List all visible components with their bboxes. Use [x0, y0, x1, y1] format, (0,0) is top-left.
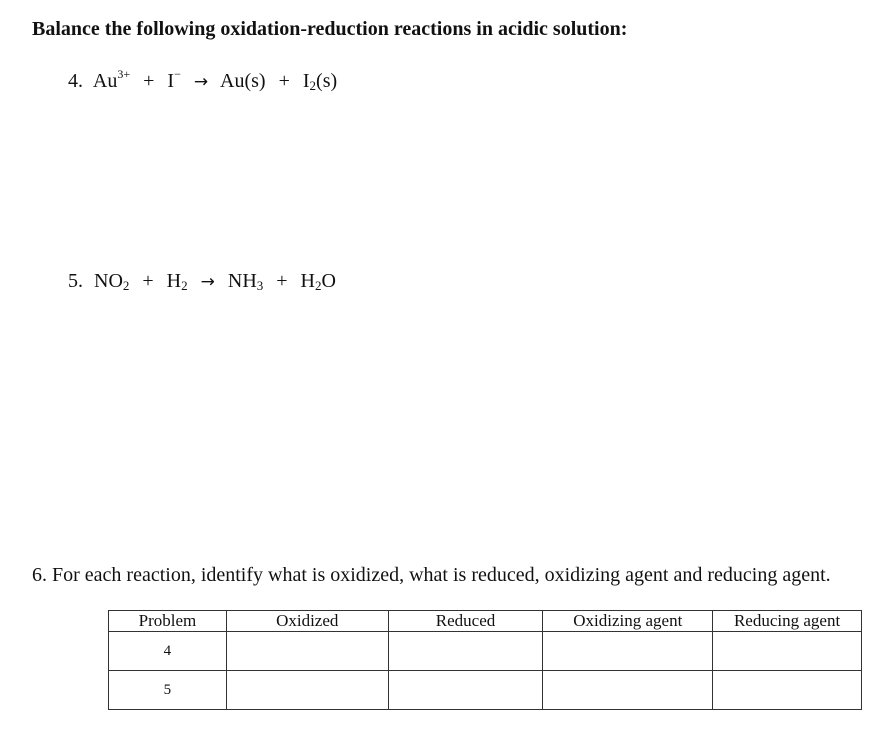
- oxidizing-agent-answer-cell[interactable]: [543, 632, 713, 671]
- reduced-answer-cell[interactable]: [388, 671, 543, 710]
- reaction-4: [68, 67, 338, 93]
- table-header-row: [109, 611, 862, 632]
- product-ammonia: $NH_3$: [227, 270, 264, 293]
- reaction-5: [68, 270, 336, 293]
- reducing-agent-answer-cell[interactable]: [713, 632, 862, 671]
- reactant-nitrogen-dioxide: $NO_2$: [94, 270, 130, 293]
- reaction-arrow-icon: →: [200, 272, 215, 292]
- oxidizing-agent-answer-cell[interactable]: [543, 671, 713, 710]
- problem-number-cell: 4: [109, 632, 227, 671]
- header-reduced: Reduced: [388, 611, 543, 632]
- table-row: [109, 632, 862, 671]
- table-row: [109, 671, 862, 710]
- header-problem: Problem: [109, 611, 227, 632]
- reducing-agent-answer-cell[interactable]: [713, 671, 862, 710]
- oxidized-answer-cell[interactable]: [226, 632, 388, 671]
- plus-sign: +: [276, 270, 288, 292]
- plus-sign: +: [142, 270, 154, 292]
- question-6: 6. For each reaction, identify what is oxidized, what is reduced, oxidizing agent and reducing agent.: [32, 564, 831, 586]
- plus-sign: +: [143, 70, 155, 92]
- page-heading: Balance the following oxidation-reduction reactions in acidic solution:: [32, 18, 628, 40]
- header-oxidized: Oxidized: [226, 611, 388, 632]
- oxidized-answer-cell[interactable]: [226, 671, 388, 710]
- header-reducing-agent: Reducing agent: [713, 611, 862, 632]
- product-iodine: $I_2(s)$: [302, 70, 338, 93]
- reactant-iodide: I−: [167, 67, 181, 92]
- answer-table: [108, 610, 862, 710]
- reduced-answer-cell[interactable]: [388, 632, 543, 671]
- product-gold: Au(s): [220, 70, 266, 92]
- reaction-number: 4.: [68, 70, 83, 92]
- plus-sign: +: [278, 70, 290, 92]
- reactant-hydrogen: $H_2$: [166, 270, 188, 293]
- product-water: $H_2O$: [300, 270, 336, 293]
- reactant-gold-ion: $Au^{3+}$: [92, 67, 131, 92]
- reaction-number: 5.: [68, 270, 83, 292]
- reaction-arrow-icon: →: [193, 72, 209, 92]
- header-oxidizing-agent: Oxidizing agent: [543, 611, 713, 632]
- problem-number-cell: 5: [109, 671, 227, 710]
